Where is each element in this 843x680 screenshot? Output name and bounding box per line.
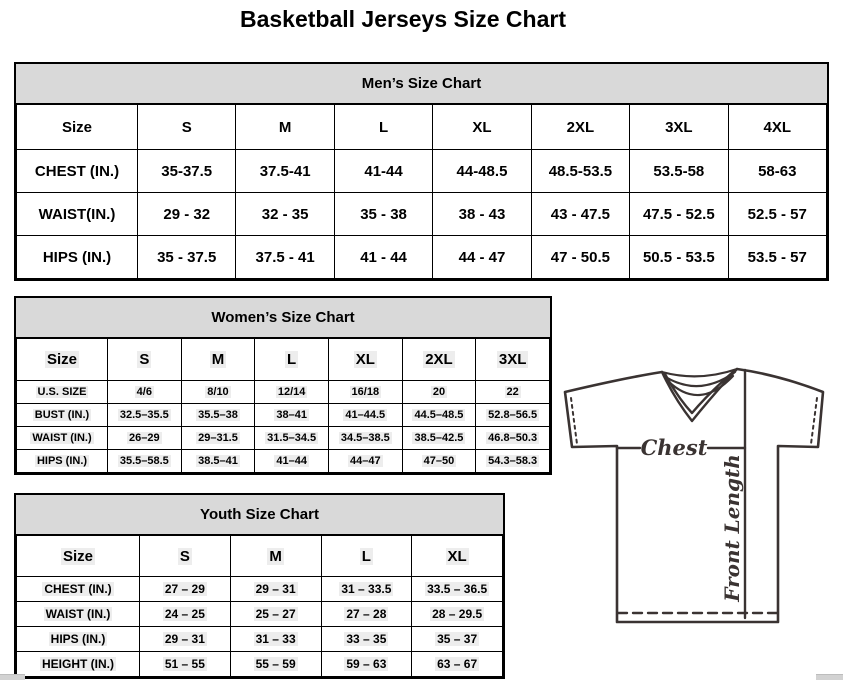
measurement-value: 29 – 31	[230, 577, 321, 602]
size-column-header: S	[108, 339, 182, 381]
page-title: Basketball Jerseys Size Chart	[239, 6, 566, 32]
size-corner-header: Size	[17, 536, 140, 577]
size-column-header: 4XL	[728, 105, 826, 150]
measurement-value: 41 - 44	[334, 236, 432, 279]
measurement-label: CHEST (IN.)	[17, 577, 140, 602]
measurement-value: 25 – 27	[230, 602, 321, 627]
measurement-value: 16/18	[328, 381, 402, 404]
jersey-outline	[565, 369, 823, 622]
measurement-value: 44–47	[328, 450, 402, 473]
measurement-value: 31 – 33	[230, 627, 321, 652]
measurement-row	[17, 627, 503, 652]
measurement-label: HIPS (IN.)	[17, 627, 140, 652]
chest-label: Chest	[640, 435, 708, 460]
measurement-row	[17, 450, 550, 473]
measurement-value: 31 – 33.5	[321, 577, 412, 602]
womens-size-chart	[14, 296, 552, 475]
size-column-header: 3XL	[630, 105, 728, 150]
size-header-row	[17, 105, 827, 150]
measurement-value: 44-48.5	[433, 150, 531, 193]
measurement-label: WAIST (IN.)	[17, 427, 108, 450]
measurement-value: 12/14	[255, 381, 329, 404]
measurement-value: 27 – 29	[140, 577, 231, 602]
size-column-header: 2XL	[402, 339, 476, 381]
measurement-value: 28 – 29.5	[412, 602, 503, 627]
measurement-value: 53.5-58	[630, 150, 728, 193]
measurement-label: HEIGHT (IN.)	[17, 652, 140, 677]
measurement-value: 24 – 25	[140, 602, 231, 627]
measurement-value: 29–31.5	[181, 427, 255, 450]
measurement-value: 41-44	[334, 150, 432, 193]
measurement-value: 47–50	[402, 450, 476, 473]
womens-chart-title: Women’s Size Chart	[16, 298, 550, 338]
size-column-header: M	[181, 339, 255, 381]
measurement-value: 27 – 28	[321, 602, 412, 627]
measurement-value: 52.5 - 57	[728, 193, 826, 236]
measurement-value: 54.3–58.3	[476, 450, 550, 473]
measurement-value: 59 – 63	[321, 652, 412, 677]
measurement-value: 34.5–38.5	[328, 427, 402, 450]
measurement-value: 47.5 - 52.5	[630, 193, 728, 236]
size-column-header: S	[140, 536, 231, 577]
measurement-value: 37.5-41	[236, 150, 334, 193]
measurement-value: 52.8–56.5	[476, 404, 550, 427]
measurement-label: WAIST(IN.)	[17, 193, 138, 236]
measurement-value: 38 - 43	[433, 193, 531, 236]
size-corner-header: Size	[17, 339, 108, 381]
youth-size-table	[16, 535, 503, 677]
size-corner-header: Size	[17, 105, 138, 150]
measurement-value: 46.8–50.3	[476, 427, 550, 450]
measurement-value: 32.5–35.5	[108, 404, 182, 427]
measurement-value: 47 - 50.5	[531, 236, 629, 279]
size-column-header: 2XL	[531, 105, 629, 150]
measurement-row	[17, 236, 827, 279]
size-column-header: L	[255, 339, 329, 381]
mens-size-table	[16, 104, 827, 279]
horizontal-scrollbar-fragment-right[interactable]	[816, 674, 843, 680]
measurement-value: 35 - 37.5	[138, 236, 236, 279]
measurement-value: 35.5–58.5	[108, 450, 182, 473]
measurement-value: 35.5–38	[181, 404, 255, 427]
measurement-value: 35 - 38	[334, 193, 432, 236]
size-column-header: L	[334, 105, 432, 150]
measurement-value: 63 – 67	[412, 652, 503, 677]
measurement-value: 20	[402, 381, 476, 404]
horizontal-scrollbar-fragment-left[interactable]	[0, 674, 25, 680]
size-column-header: S	[138, 105, 236, 150]
measurement-label: HIPS (IN.)	[17, 450, 108, 473]
measurement-value: 22	[476, 381, 550, 404]
measurement-label: WAIST (IN.)	[17, 602, 140, 627]
measurement-value: 38–41	[255, 404, 329, 427]
measurement-value: 55 – 59	[230, 652, 321, 677]
mens-chart-title: Men’s Size Chart	[16, 64, 827, 104]
size-column-header: XL	[433, 105, 531, 150]
measurement-value: 53.5 - 57	[728, 236, 826, 279]
measurement-row	[17, 577, 503, 602]
measurement-value: 4/6	[108, 381, 182, 404]
measurement-value: 35 – 37	[412, 627, 503, 652]
womens-size-table	[16, 338, 550, 473]
measurement-value: 58-63	[728, 150, 826, 193]
size-column-header: 3XL	[476, 339, 550, 381]
measurement-value: 43 - 47.5	[531, 193, 629, 236]
size-column-header: M	[230, 536, 321, 577]
measurement-value: 32 - 35	[236, 193, 334, 236]
jersey-measurement-diagram	[558, 360, 834, 652]
measurement-label: BUST (IN.)	[17, 404, 108, 427]
measurement-value: 29 - 32	[138, 193, 236, 236]
measurement-value: 8/10	[181, 381, 255, 404]
measurement-value: 50.5 - 53.5	[630, 236, 728, 279]
measurement-value: 33 – 35	[321, 627, 412, 652]
size-column-header: XL	[328, 339, 402, 381]
measurement-value: 31.5–34.5	[255, 427, 329, 450]
size-column-header: M	[236, 105, 334, 150]
measurement-value: 44 - 47	[433, 236, 531, 279]
measurement-row	[17, 193, 827, 236]
measurement-value: 41–44.5	[328, 404, 402, 427]
measurement-value: 38.5–42.5	[402, 427, 476, 450]
youth-size-chart	[14, 493, 505, 679]
measurement-row	[17, 602, 503, 627]
size-column-header: XL	[412, 536, 503, 577]
measurement-value: 48.5-53.5	[531, 150, 629, 193]
front-length-label: Front Length	[720, 454, 744, 602]
measurement-value: 44.5–48.5	[402, 404, 476, 427]
measurement-value: 37.5 - 41	[236, 236, 334, 279]
measurement-label: HIPS (IN.)	[17, 236, 138, 279]
measurement-row	[17, 652, 503, 677]
size-column-header: L	[321, 536, 412, 577]
measurement-value: 51 – 55	[140, 652, 231, 677]
measurement-row	[17, 427, 550, 450]
measurement-value: 35-37.5	[138, 150, 236, 193]
measurement-label: CHEST (IN.)	[17, 150, 138, 193]
sleeve-cuff-dash-right	[811, 398, 817, 444]
size-header-row	[17, 536, 503, 577]
measurement-row	[17, 150, 827, 193]
measurement-value: 33.5 – 36.5	[412, 577, 503, 602]
youth-chart-title: Youth Size Chart	[16, 495, 503, 535]
measurement-row	[17, 404, 550, 427]
measurement-value: 41–44	[255, 450, 329, 473]
size-header-row	[17, 339, 550, 381]
measurement-row	[17, 381, 550, 404]
measurement-value: 38.5–41	[181, 450, 255, 473]
measurement-value: 26–29	[108, 427, 182, 450]
measurement-label: U.S. SIZE	[17, 381, 108, 404]
mens-size-chart	[14, 62, 829, 281]
measurement-value: 29 – 31	[140, 627, 231, 652]
